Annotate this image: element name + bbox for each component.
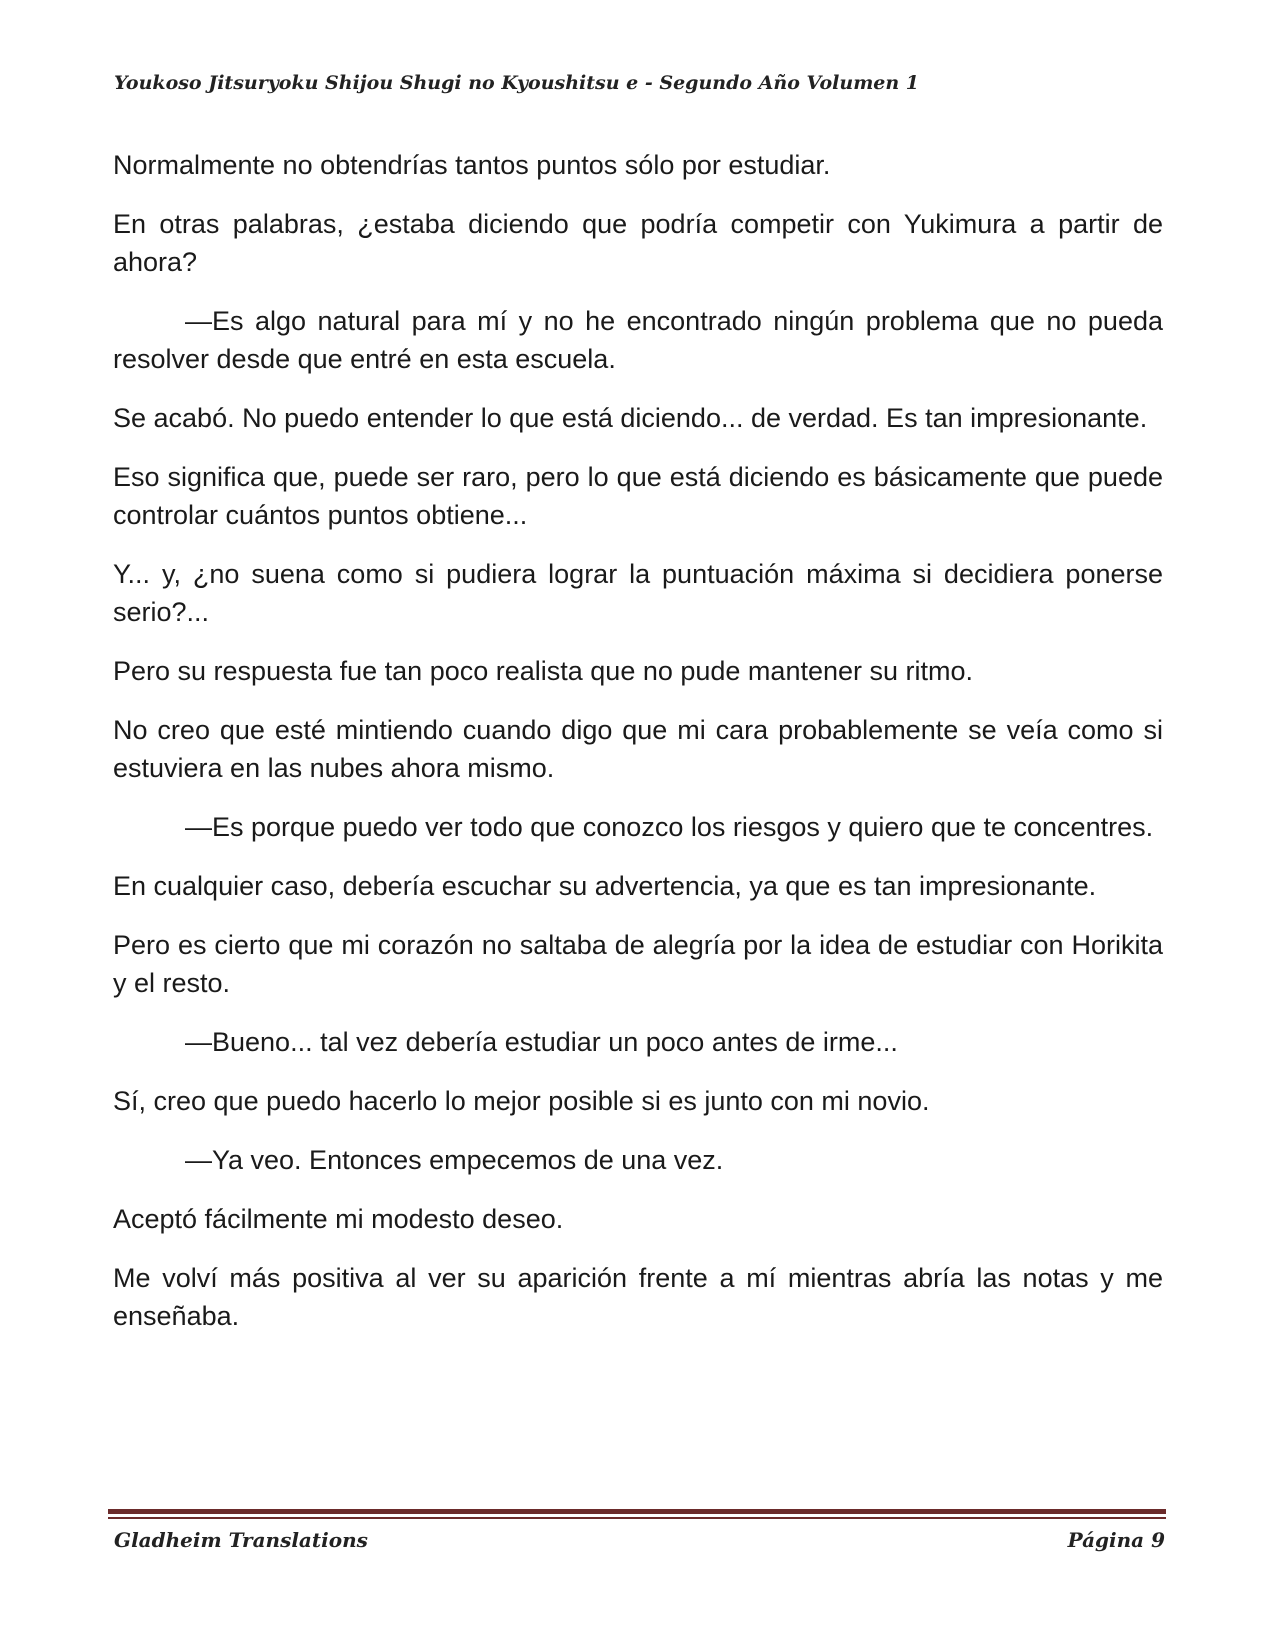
paragraph: Sí, creo que puedo hacerlo lo mejor posible si es junto con mi novio. (113, 1086, 930, 1116)
dialogue-paragraph: —Es porque puedo ver todo que conozco los riesgos y quiero que te concentres. (185, 812, 1154, 842)
dialogue-paragraph: —Ya veo. Entonces empecemos de una vez. (185, 1145, 724, 1175)
paragraph: Y... y, ¿no suena como si pudiera lograr la puntuación máxima si decidiera ponerse serio?... (113, 559, 1163, 627)
paragraph: Aceptó fácilmente mi modesto deseo. (113, 1204, 564, 1234)
dialogue-paragraph: —Es algo natural para mí y no he encontrado ningún problema que no pueda resolver desde que entré en esta escuela. (113, 306, 1163, 374)
paragraph: Se acabó. No puedo entender lo que está diciendo... de verdad. Es tan impresionante. (113, 403, 1148, 433)
footer-rule-thick (108, 1509, 1166, 1514)
paragraph: No creo que esté mintiendo cuando digo que mi cara probablemente se veía como si estuviera en las nubes ahora mismo. (113, 715, 1163, 783)
footer-translator: Gladheim Translations (114, 1528, 368, 1552)
paragraph: En otras palabras, ¿estaba diciendo que podría competir con Yukimura a partir de ahora? (113, 209, 1163, 277)
dialogue-paragraph: —Bueno... tal vez debería estudiar un poco antes de irme... (185, 1027, 898, 1057)
paragraph: Eso significa que, puede ser raro, pero lo que está diciendo es básicamente que puede controlar cuántos puntos obtiene... (113, 462, 1163, 530)
footer-rule-thin (108, 1517, 1166, 1519)
paragraph: Pero es cierto que mi corazón no saltaba de alegría por la idea de estudiar con Horikita y el resto. (113, 930, 1163, 998)
running-header: Youkoso Jitsuryoku Shijou Shugi no Kyoushitsu e - Segundo Año Volumen 1 (114, 72, 920, 94)
paragraph: Normalmente no obtendrías tantos puntos sólo por estudiar. (113, 150, 831, 180)
paragraph: En cualquier caso, debería escuchar su advertencia, ya que es tan impresionante. (113, 871, 1097, 901)
page-body (113, 146, 1163, 1356)
paragraph: Me volví más positiva al ver su aparición frente a mí mientras abría las notas y me enseñaba. (113, 1263, 1163, 1331)
paragraph: Pero su respuesta fue tan poco realista que no pude mantener su ritmo. (113, 656, 974, 686)
footer-page-number: Página 9 (1067, 1528, 1165, 1552)
